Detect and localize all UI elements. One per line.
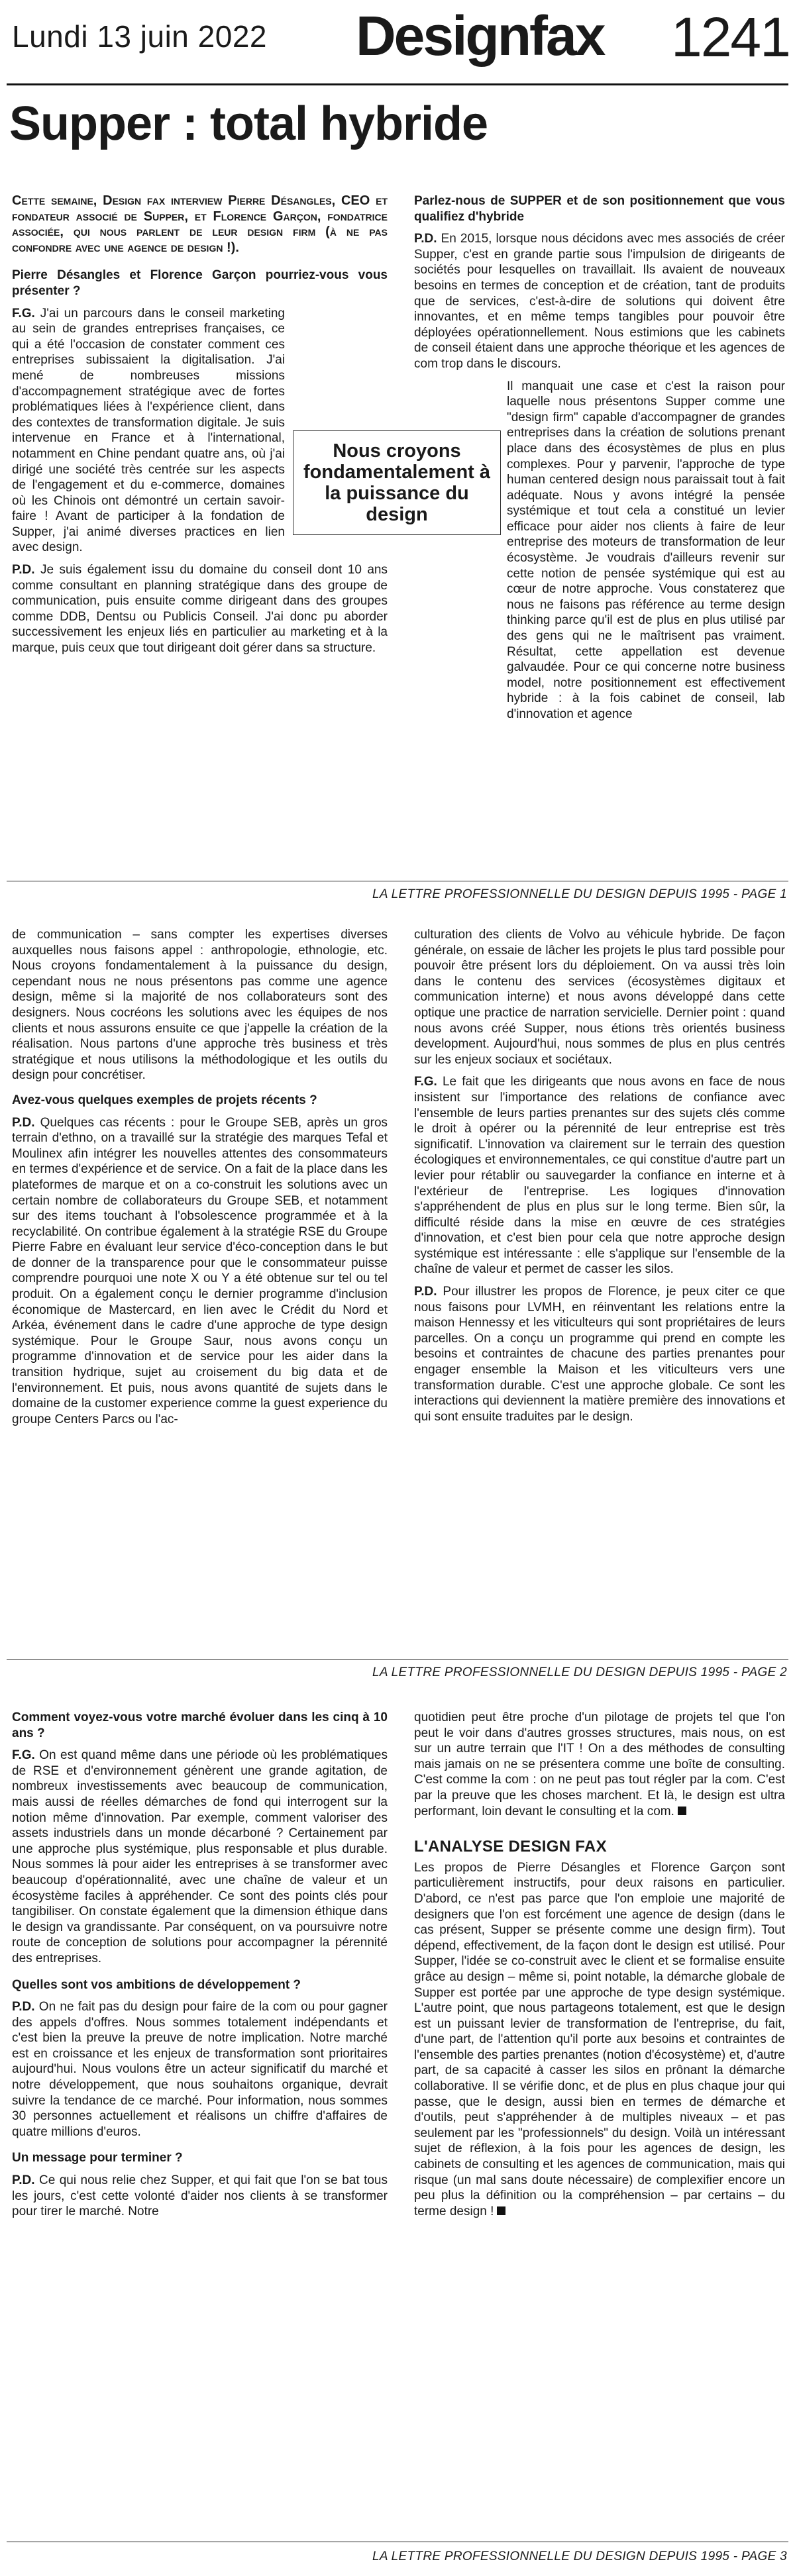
- issue-date: Lundi 13 juin 2022: [12, 19, 267, 54]
- answer-6: [12, 1999, 388, 2140]
- end-mark-icon: [678, 1807, 686, 1815]
- answer-text: Ce qui nous relie chez Supper, et qui fait que l'on se bat tous les jours, c'est cette volonté d'aider nos clients à se transformer pour tirer le marché. Notre: [12, 2173, 388, 2219]
- analysis-title: L'ANALYSE DESIGN FAX: [414, 1838, 607, 1856]
- question-2: Parlez-nous de SUPPER et de son positionnement que vous qualifiez d'hybride: [414, 194, 785, 224]
- speaker-fg: F.G.: [414, 1075, 437, 1089]
- question-7: Un message pour terminer ?: [12, 2151, 183, 2165]
- answer-text: quotidien peut être proche d'un pilotage de projets tel que l'on peut le voir dans d'autres grosses structures, mais nous, on est sur un autre terrain que l'IT ! On a des méthodes de consulting mais jamais on ne se présentera comme une boîte de consulting. C'est comme la com : on ne peut pas tout régler par la com. C'est par la preuve que les choses marchent. Et là, le design est ultra performant, loin devant le consulting et la com.: [414, 1710, 785, 1818]
- answer-text: On est quand même dans une période où les problématiques de RSE et d'environnement génèrent une grande agitation, de nombreux investissements avec beaucoup de communication, mais aussi de réelles démarches de fond qui interrogent sur la notion même d'innovation. Par exemple, comment valoriser des assets industriels dans un monde décarboné ? Certainement par une approche plus systémique, plus responsable et plus durable. Nous sommes là pour aider les entreprises à se transformer avec beaucoup d'opérationnalité, avec une chaîne de valeur et un écosystème faciles à appréhender. Ce sont des points clés pour tangibiliser. On constate également que la dimension éthique dans le design va grandissante. Par conséquent, on va poursuivre notre route de conception de solutions pour accompagner la pérennité des entreprises.: [12, 1748, 388, 1965]
- page2-footer-rule: [7, 1659, 788, 1660]
- page2-right-column: [414, 927, 785, 1431]
- page2-continued-text: de communication – sans compter les expertises diverses auxquelles nous faisons appel : anthropologie, ethnologie, etc. Nous croyons fondamentalement à la puissance du design, cependant nous ne nous présentons pas comme une agence design, même si la majorité de nos collaborateurs sont des designers. Nous cocréons les solutions avec les équipes de nos clients et nous assurons ensuite ce que j'appelle la création de la réalisation. Nous partons d'une approche très business et très stratégique et nous utilisons la méthodologique et les outils du design pour concrétiser.: [12, 928, 388, 1083]
- answer-text: Quelques cas récents : pour le Groupe SEB, après un gros terrain d'ethno, on a travaillé sur la stratégie des marques Tefal et Moulinex afin intégrer les nouvelles attentes des consommateurs en termes d'expérience et de service. On a fait de la place dans les plateformes de marque et on a co-construit les solutions avec un certain nombre de collaborateurs du Groupe SEB, et notamment sur des items touchant à l'obsolescence programmée et à la recyclabilité. On contribue également à la stratégie RSE du Groupe Pierre Fabre en évaluant leur service d'éco-conception dans le but de donner de la transparence pour que le consommateur puisse comprendre pourquoi une note X ou Y a été obtenue sur tel ou tel produit. On a également conçu le dernier programme d'inclusion économique de Mastercard, en lien avec le Crédit du Nord et Arkéa, événement dans le cadre d'une approche de type design systémique. Pour le Groupe Saur, nous avons conçu un programme d'innovation et de service pour les aider dans la transition hydrique, sujet au croisement du big data et de l'environnement. Et puis, nous avons quantité de sujets dans le domaine de la customer experience comme la guest experience du groupe Centers Parcs ou l'ac-: [12, 1115, 388, 1426]
- speaker-fg: F.G.: [12, 306, 35, 321]
- answer-2: [414, 231, 785, 372]
- answer-5: [12, 1748, 388, 1966]
- analysis-body: [414, 1860, 785, 2220]
- page1-left-column: [12, 193, 388, 663]
- answer-text: Le fait que les dirigeants que nous avons en face de nous insistent sur l'importance des relations de confiance avec l'ensemble de leurs parties prenantes sur des sujets clés comme le droit à opérer ou la pérennité de leur entreprise est très significatif. L'innovation va clairement sur le terrain des question écologiques et environnementales, ce qui constitue d'autre part un levier pour rétablir ou sauvegarder la confiance en interne et à l'extérieur de l'entreprise. Les logiques d'innovation s'appréhendent de plus en plus sur le long terme. Bien sûr, la difficulté réside dans la mise en œuvre de ces stratégies d'innovation, et c'est bien pour cela que notre approche design systémique est intéressante : elle s'applique sur l'ensemble de la chaîne de valeur et permet de casser les silos.: [414, 1075, 786, 1277]
- article-headline: Supper : total hybride: [9, 97, 488, 150]
- answer-2-continued: Il manquait une case et c'est la raison pour laquelle nous présentons Supper comme une "design firm" capable d'accompagner de grandes entreprises dans la création de solutions prenant place dans des écosystèmes de plus en plus complexes. Pour y parvenir, l'approche de type human centered design nous paraissait tout à fait adéquate. Nous y avons intégré la pensée systémique et tout cela a constitué un levier efficace pour aider nos clients à faire de leur entreprise des moteurs de transformation de leur écosystème. Je voudrais d'ailleurs revenir sur cette notion de pensée systémique qui est au cœur de notre approche. Vous constaterez que nous ne faisons pas référence au terme design thinking parce qu'il est de plus en plus utilisé par des gens qui ne le maîtrisent pas vraiment. Résultat, cette appellation est devenue galvaudée. Pour ce qui concerne notre business model, notre positionnement est effectivement hybride : à la fois cabinet de conseil, lab d'innovation et agence: [507, 379, 785, 721]
- pull-quote: Nous croyons fondamentalement à la puissance du design: [293, 430, 501, 535]
- analysis-text: Les propos de Pierre Désangles et Florence Garçon sont particulièrement instructifs, pour deux raisons en particulier. D'abord, ce n'est pas parce que l'on emploie une majorité de designers que l'on est forcément une agence de design (dans le cas présent, Supper se présente comme une design firm). Tout dépend, effectivement, de la façon dont le design est utilisé. Pour Supper, l'idée se co-construit avec le client et se formalise ensuite grâce au design – même si, point notable, la démarche globale de Supper est portée par une approche de type design systémique. L'autre point, que nous partageons totalement, est que le design est un puissant levier de transformation de l'entreprise, du fait, d'une part, de l'attention qu'il porte aux besoins et contraintes de l'ensemble des parties prenantes (notion d'écosystème) et, d'autre part, de sa capacité à casser les silos en prônant la démarche collaborative. Il se vérifie donc, et de plus en plus chaque jour qui passe, que le design, aussi bien en termes de démarche et d'outils, peut s'appréhender à de multiples niveaux – et pas seulement par les "professionnels" du design. Voilà un intéressant sujet de réflexion, à la fois pour les agences de design, les cabinets de consulting et les agences de communication, mais qui risque (un mal sans doute nécessaire) de complexifier encore un peu plus la définition ou la compréhension – par certains – du terme design !: [414, 1860, 785, 2218]
- answer-1-pd: [12, 562, 388, 656]
- page2-left-column: [12, 927, 388, 1434]
- page3-right-column: [414, 1710, 785, 2226]
- question-6: Quelles sont vos ambitions de développement ?: [12, 1977, 301, 1992]
- answer-text: On ne fait pas du design pour faire de la com ou pour gagner des appels d'offres. Nous sommes totalement indépendants et c'est bien la preuve la preuve de notre implication. Notre marché est en croissance et les enjeux de transformation sont prioritaires aujourd'hui. Nous voulons être un acteur significatif du marché et notre développement, que nous souhaitons organique, devrait suivre la tendance de ce marché. Pour information, nous sommes 30 personnes actuellement et réalisons un chiffre d'affaires de quatre millions d'euros.: [12, 2000, 388, 2139]
- page3-right-text: [414, 1710, 785, 1819]
- article-intro: Cette semaine, Design fax interview Pierre Désangles, CEO et fondateur associé de Supper, et Florence Garçon, fondatrice associée, qui nous parlent de leur design firm (à ne pas confondre avec une agence de design !).: [12, 193, 388, 255]
- answer-1-fg: [12, 306, 285, 556]
- speaker-pd: P.D.: [414, 232, 437, 246]
- question-1: Pierre Désangles et Florence Garçon pourriez-vous vous présenter ?: [12, 268, 388, 298]
- page3-left-column: [12, 1710, 388, 2226]
- speaker-pd: P.D.: [12, 563, 35, 577]
- answer-3: [12, 1115, 388, 1428]
- question-5: Comment voyez-vous votre marché évoluer dans les cinq à 10 ans ?: [12, 1710, 388, 1740]
- masthead-rule: [7, 83, 788, 85]
- speaker-pd: P.D.: [414, 1285, 437, 1299]
- question-3: Avez-vous quelques exemples de projets récents ?: [12, 1093, 317, 1107]
- speaker-fg: F.G.: [12, 1748, 35, 1763]
- speaker-pd: P.D.: [12, 1115, 35, 1130]
- speaker-pd: P.D.: [12, 2000, 35, 2014]
- end-mark-icon: [497, 2206, 505, 2215]
- answer-text: J'ai un parcours dans le conseil marketing au sein de grandes entreprises françaises, ce qui a été l'occasion de constater comment ces entreprises subissaient la digitalisation. J'ai mené de nombreuses missions d'accompagnement stratégique avec de fortes problématiques liées à l'expérience client, dans des contextes de transformation digitale. Je suis intervenue en France et à l'international, notamment en Chine pendant quatre ans, où j'ai dirigé une société très centrée sur les aspects de l'engagement et du e-commerce, domaines où les Chinois ont démontré un certain savoir-faire ! Avant de participer à la fondation de Supper, j'ai animé diverses practices en lien avec design.: [12, 306, 285, 555]
- page1-footer: LA LETTRE PROFESSIONNELLE DU DESIGN DEPUIS 1995 - PAGE 1: [372, 887, 787, 901]
- page2-footer: LA LETTRE PROFESSIONNELLE DU DESIGN DEPUIS 1995 - PAGE 2: [372, 1665, 787, 1679]
- page2-right-text: culturation des clients de Volvo au véhicule hybride. De façon générale, on essaie de lâcher les projets le plus tard possible pour pouvoir être présent lors du déploiement. On va aussi très loin dans le contenu des services (écosystèmes digitaux et communication interne) et nous avons développé dans cette optique une practice de narration servicielle. Dernier point : quand nous avons créé Supper, nous étions très orientés business development. Aujourd'hui, nous sommes de plus en plus centrés sur les enjeux sociaux et sociétaux.: [414, 928, 785, 1067]
- answer-text: Je suis également issu du domaine du conseil dont 10 ans comme consultant en planning stratégique dans des groupe de communication, puis ensuite comme dirigeant dans des groupes comme DDB, Dentsu ou Publicis Conseil. J'ai donc pu aborder successivement les enjeux liés en particulier au marketing et à la marque, puis ceux que tout dirigeant doit gérer dans sa structure.: [12, 563, 388, 656]
- answer-text: En 2015, lorsque nous décidons avec mes associés de créer Supper, c'est en grande partie sous l'impulsion de dirigeants de sociétés pour lesquelles on travaillait. Ils avaient de nouveaux besoins en termes de conception et de création, tant de produits que de services, c'est-à-dire de solutions qui doivent être innovantes, et en même temps tangibles pour pouvoir être déployées opérationnellement. Nous estimions que les cabinets de conseil étaient dans une approche théorique et les agences de com trop dans le discours.: [414, 232, 785, 371]
- issue-number: 1241: [671, 6, 790, 68]
- answer-4-fg: [414, 1074, 785, 1277]
- page3-footer: LA LETTRE PROFESSIONNELLE DU DESIGN DEPUIS 1995 - PAGE 3: [372, 2550, 787, 2563]
- answer-7: [12, 2173, 388, 2220]
- answer-4-pd: [414, 1284, 785, 1424]
- speaker-pd: P.D.: [12, 2173, 35, 2188]
- answer-text: Pour illustrer les propos de Florence, je peux citer ce que nous faisons pour LVMH, en réinventant les relations entre la maison Hennessy et les viticulteurs qui sont propriétaires de leurs parcelles. On a conçu un programme qui prend en compte les besoins et contraintes de chacune des parties prenantes pour engager ensemble la Maison et les viticulteurs vers une transformation durable. C'est une approche globale. Ce sont les interactions qui deviennent la matière première des innovations et qui sont ensuite traduites par le design.: [414, 1285, 785, 1424]
- publication-logo: Designfax: [356, 5, 604, 67]
